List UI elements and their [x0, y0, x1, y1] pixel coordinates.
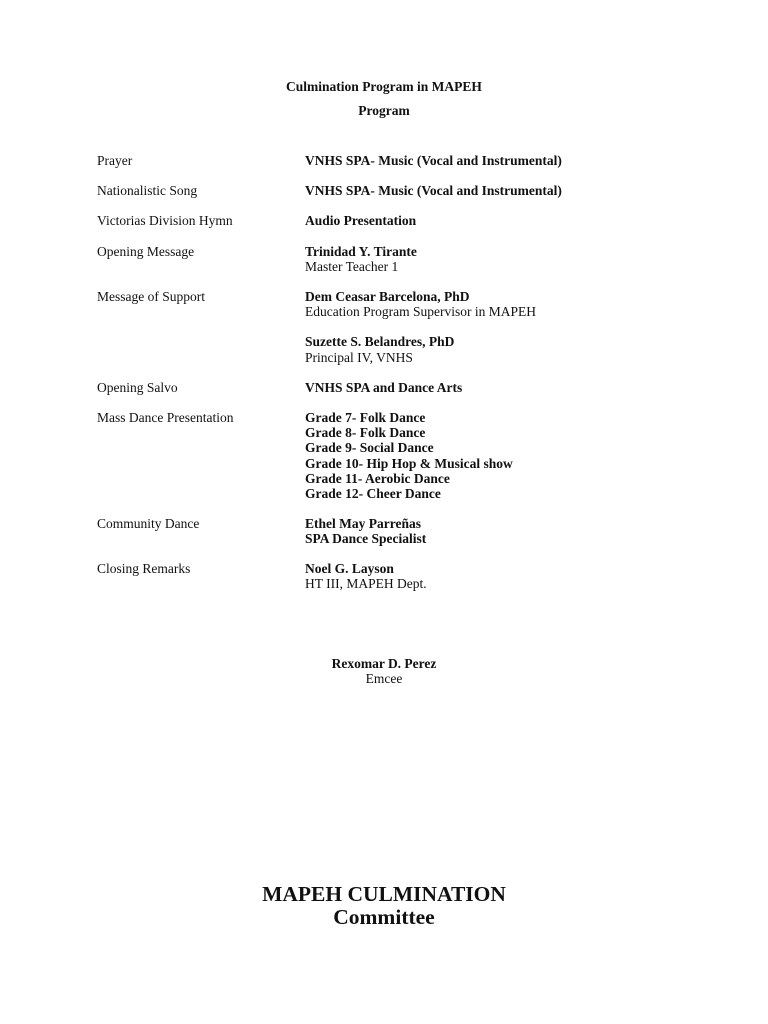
detail-line: Noel G. Layson: [305, 561, 394, 576]
document-subtitle: Program: [358, 103, 410, 118]
program-item-label: Closing Remarks: [97, 561, 191, 576]
detail-line: Grade 7- Folk Dance: [305, 410, 426, 425]
program-item-label: Message of Support: [97, 289, 205, 304]
emcee-block: [0, 656, 768, 686]
detail-line: Master Teacher 1: [305, 259, 399, 275]
program-item-details: [305, 244, 417, 274]
program-item-details: [305, 183, 562, 198]
program-item-details: [305, 213, 416, 228]
program-item-details: [305, 289, 536, 365]
detail-line: VNHS SPA- Music (Vocal and Instrumental): [305, 153, 562, 168]
detail-line: HT III, MAPEH Dept.: [305, 576, 427, 592]
detail-line: Dem Ceasar Barcelona, PhD: [305, 289, 470, 304]
detail-line: Principal IV, VNHS: [305, 349, 413, 365]
footer-line-2: Committee: [333, 905, 435, 929]
detail-line: VNHS SPA- Music (Vocal and Instrumental): [305, 183, 562, 198]
detail-line: Trinidad Y. Tirante: [305, 244, 417, 259]
detail-line: Grade 10- Hip Hop & Musical show: [305, 455, 513, 471]
footer-line-1: MAPEH CULMINATION: [262, 882, 506, 906]
detail-line: Suzette S. Belandres, PhD: [305, 334, 455, 350]
program-item-label: Opening Salvo: [97, 380, 178, 395]
detail-line: Ethel May Parreñas: [305, 516, 421, 531]
detail-line: Education Program Supervisor in MAPEH: [305, 304, 536, 320]
document-title: Culmination Program in MAPEH: [286, 79, 482, 94]
program-item-label: Victorias Division Hymn: [97, 213, 233, 228]
program-item-label: Nationalistic Song: [97, 183, 198, 198]
detail-line: Grade 12- Cheer Dance: [305, 486, 441, 502]
detail-line: VNHS SPA and Dance Arts: [305, 380, 463, 395]
emcee-role: Emcee: [365, 671, 403, 687]
detail-line: SPA Dance Specialist: [305, 531, 427, 547]
detail-line: Grade 9- Social Dance: [305, 440, 434, 456]
detail-line: Grade 8- Folk Dance: [305, 425, 426, 441]
program-item-label: Community Dance: [97, 516, 200, 531]
program-item-label: Opening Message: [97, 244, 195, 259]
program-item-label: Mass Dance Presentation: [97, 410, 234, 425]
program-item-label: Prayer: [97, 153, 133, 168]
program-item-details: [305, 153, 562, 168]
program-item-details: [305, 561, 427, 591]
program-item-details: [305, 410, 513, 501]
detail-line: Audio Presentation: [305, 213, 417, 228]
detail-line: Grade 11- Aerobic Dance: [305, 470, 450, 486]
program-item-details: [305, 380, 462, 395]
emcee-name: Rexomar D. Perez: [331, 656, 437, 671]
committee-footer: [0, 883, 768, 929]
program-item-details: [305, 516, 426, 546]
detail-spacer: [305, 319, 536, 334]
